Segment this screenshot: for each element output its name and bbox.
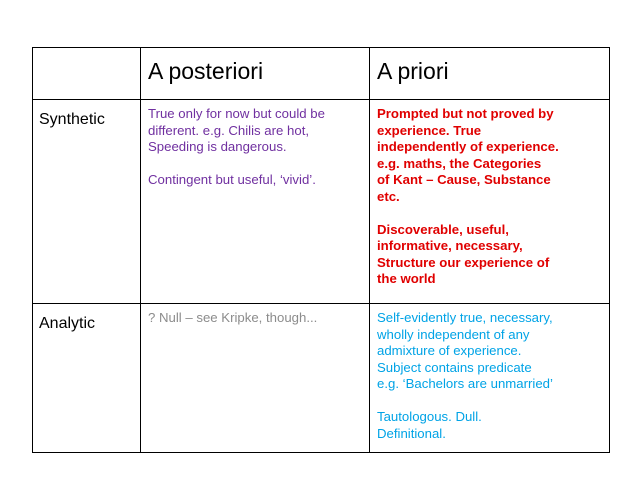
cell-line: e.g. ‘Bachelors are unmarried’ xyxy=(377,376,553,391)
header-corner-cell xyxy=(33,48,141,100)
cell-line: etc. xyxy=(377,188,400,204)
cell-line: Discoverable, useful, xyxy=(377,221,509,237)
cell-line: wholly independent of any xyxy=(377,326,530,342)
cell-line: Self-evidently true, necessary, xyxy=(377,310,553,325)
row-label-cell xyxy=(33,100,141,304)
cell-line: Prompted but not proved by xyxy=(377,106,554,121)
cell-analytic-a-priori xyxy=(370,304,610,453)
cell-line: of Kant – Cause, Substance xyxy=(377,172,551,187)
cell-text xyxy=(141,304,369,327)
cell-line: admixture of experience. xyxy=(377,343,522,358)
cell-analytic-a-posteriori xyxy=(141,304,370,453)
header-a-posteriori: A posteriori xyxy=(141,48,370,100)
cell-synthetic-a-priori xyxy=(370,100,610,304)
cell-line xyxy=(377,205,605,222)
header-a-priori: A priori xyxy=(370,48,610,100)
row-synthetic xyxy=(33,100,610,304)
cell-line: Tautologous. Dull. xyxy=(377,409,482,424)
cell-line: independently of experience. xyxy=(377,139,559,154)
cell-line: Structure our experience of xyxy=(377,254,550,270)
cell-text xyxy=(370,100,609,288)
row-label-analytic: Analytic xyxy=(39,315,96,332)
cell-line: Subject contains predicate xyxy=(377,359,532,375)
cell-line: ? Null – see Kripke, though... xyxy=(148,310,318,325)
cell-text xyxy=(141,100,369,189)
header-row xyxy=(33,48,610,100)
cell-line: e.g. maths, the Categories xyxy=(377,155,542,171)
cell-line: the world xyxy=(377,271,436,286)
row-label-cell xyxy=(33,304,141,453)
cell-synthetic-a-posteriori xyxy=(141,100,370,304)
cell-line: different. e.g. Chilis are hot, xyxy=(148,122,310,138)
cell-line: True only for now but could be xyxy=(148,106,325,121)
cell-line: experience. True xyxy=(377,122,482,138)
cell-line: informative, necessary, xyxy=(377,238,523,253)
comparison-table xyxy=(32,47,610,453)
row-analytic xyxy=(33,304,610,453)
cell-line xyxy=(148,156,365,173)
cell-line: Speeding is dangerous. xyxy=(148,139,287,154)
cell-line: Definitional. xyxy=(377,425,446,441)
row-label-synthetic: Synthetic xyxy=(39,111,105,128)
cell-line: Contingent but useful, ‘vivid’. xyxy=(148,172,316,187)
cell-line xyxy=(377,393,605,410)
cell-text xyxy=(370,304,609,442)
